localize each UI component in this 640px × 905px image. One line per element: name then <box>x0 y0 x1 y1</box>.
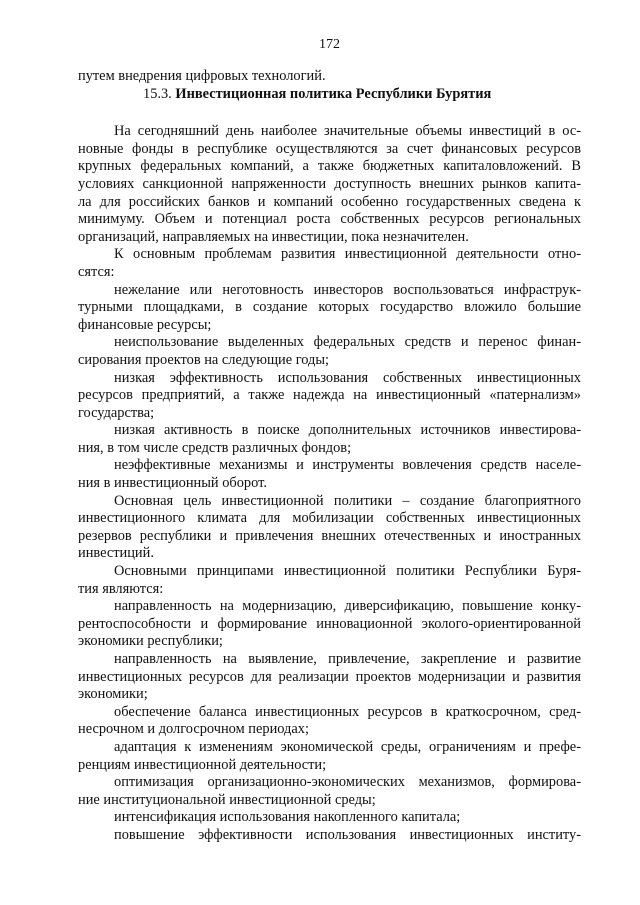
text-line: финансовые ресурсы; <box>78 316 212 333</box>
document-page <box>78 36 581 845</box>
text-line: ния, в том числе средств различных фондов; <box>78 439 352 456</box>
text-line: условиях санкционной напряженности доступность внешних рынков капита- <box>78 175 581 192</box>
paragraph <box>78 809 581 827</box>
paragraph <box>78 123 581 246</box>
section-number: 15.3. <box>143 85 172 102</box>
text-line: экономики; <box>78 686 148 703</box>
text-line: новные фонды в республике осуществляются за счет финансовых ресурсов <box>78 140 581 157</box>
paragraph <box>78 493 581 563</box>
text-line: повышение эффективности использования инвестиционных институ- <box>114 826 581 843</box>
text-line: инвестиционного климата для мобилизации собственных инвестиционных <box>78 510 581 527</box>
text-line: крупных федеральных компаний, а также бюджетных капиталовложений. В <box>78 158 581 175</box>
section-heading <box>78 86 581 104</box>
paragraph <box>78 827 581 845</box>
text-line: низкая активность в поиске дополнительных источников инвестирова- <box>114 422 581 439</box>
text-line: инвестиций. <box>78 545 154 562</box>
body-text <box>78 123 581 844</box>
paragraph <box>78 704 581 739</box>
paragraph <box>78 246 581 281</box>
text-line: направленность на модернизацию, диверсификацию, повышение конку- <box>114 598 581 615</box>
text-line: экономики республики; <box>78 633 223 650</box>
text-line: несрочном и долгосрочном периодах; <box>78 721 309 738</box>
paragraph <box>78 739 581 774</box>
text-line: тия являются: <box>78 580 164 597</box>
section-title: Инвестиционная политика Республики Бурятия <box>175 85 492 102</box>
paragraph <box>78 370 581 423</box>
text-line: ресурсов предприятий, а также надежда на инвестиционный «патернализм» <box>78 387 581 404</box>
text-line: ние институциональной инвестиционной среды; <box>78 791 376 808</box>
paragraph <box>78 282 581 335</box>
text-line: адаптация к изменениям экономической среды, ограничениям и префе- <box>114 738 581 755</box>
paragraph <box>78 598 581 651</box>
text-line: Основными принципами инвестиционной политики Республики Буря- <box>114 563 581 580</box>
text-line: неиспользование выделенных федеральных средств и перенос финан- <box>114 334 581 351</box>
text-line: государства; <box>78 404 155 421</box>
text-line: ния в инвестиционный оборот. <box>78 475 267 492</box>
paragraph <box>78 334 581 369</box>
text-line: направленность на выявление, привлечение, закрепление и развитие <box>114 651 581 667</box>
text-line: интенсификация использования накопленного капитала; <box>114 809 461 826</box>
paragraph <box>78 457 581 492</box>
text-line: обеспечение баланса инвестиционных ресурсов в краткосрочном, сред- <box>114 703 581 720</box>
text-line: К основным проблемам развития инвестиционной деятельности отно- <box>114 246 581 263</box>
text-line: ренциям инвестиционной деятельности; <box>78 756 327 773</box>
text-line: рентоспособности и формирование инновационной эколого-ориентированной <box>78 615 581 632</box>
text-line: инвестиционных ресурсов для реализации проектов модернизации и развития <box>78 668 581 685</box>
paragraph <box>78 774 581 809</box>
page-number: 172 <box>319 37 340 52</box>
text-line: оптимизация организационно-экономических механизмов, формирова- <box>114 774 581 791</box>
text-line: резервов республики и привлечения внешних отечественных и иностранных <box>78 527 581 544</box>
text-line: На сегодняшний день наиболее значительные объемы инвестиций в ос- <box>114 123 581 140</box>
text-line: сирования проектов на следующие годы; <box>78 351 330 368</box>
text-line: низкая эффективность использования собственных инвестиционных <box>114 369 581 386</box>
paragraph <box>78 563 581 598</box>
text-line: минимуму. Объем и потенциал роста собственных ресурсов региональных <box>78 211 581 228</box>
text-line: неэффективные механизмы и инструменты вовлечения средств населе- <box>114 457 581 474</box>
text-line: организаций, направляемых на инвестиции, пока незначителен. <box>78 228 469 245</box>
text-line: турными площадками, в создание которых государство вложило большие <box>78 299 581 316</box>
text-line: нежелание или неготовность инвесторов воспользоваться инфраструк- <box>114 281 581 298</box>
text-line: сятся: <box>78 263 115 280</box>
paragraph <box>78 422 581 457</box>
paragraph <box>78 651 581 704</box>
text-line: ла для российских банков и компаний особенно государственных сведена к <box>78 193 581 210</box>
intro-line: путем внедрения цифровых технологий. <box>78 68 326 84</box>
text-line: Основная цель инвестиционной политики – создание благоприятного <box>114 492 581 509</box>
